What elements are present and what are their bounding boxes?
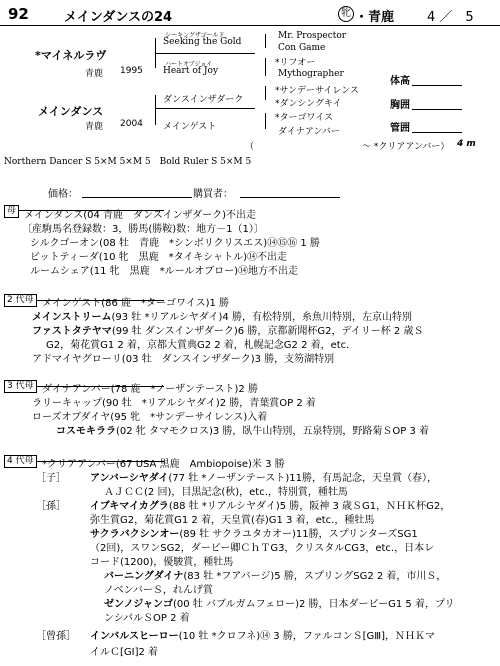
g4-line: 弥生賞G2，菊花賞G1 2 着，天皇賞(春)G1 3 着，etc.，種牡馬: [90, 515, 375, 526]
g4-winner-name: アンバーシヤダイ: [90, 473, 169, 484]
pedigree-bracket: [265, 34, 266, 48]
sire-dam-kana: ハートオブジョイ: [165, 61, 213, 68]
g2-line: アドマイヤグローリ(03 牡 ダンスインザダーク)3 勝，支笏湖特別: [32, 354, 335, 365]
g3-winner-name: コスモキララ: [56, 426, 116, 437]
g4-line: イルＣ[GⅠ]2 着: [90, 647, 159, 658]
cannon-field[interactable]: [412, 132, 462, 133]
g2-line: G2，菊花賞G1 2 着，京都大賞典G2 2 着，札幌記念G2 2 着，etc.: [46, 340, 350, 351]
dam-color: 青鹿: [85, 122, 104, 132]
g4-line: [90, 497, 450, 512]
g-dam-dam-sire: *ターゴワイス: [275, 113, 334, 123]
sire-color: 青鹿: [85, 69, 104, 79]
g4-winner-detail: (83 牡 *フアバージ)5 勝，スプリングSG2 2 着，市川Ｓ，: [183, 571, 447, 582]
dam-line: ビットティーダ(10 牝 黒鹿 *タイキシャトル)⑭不出走: [30, 252, 288, 263]
g2-winner-name: メインストリーム: [32, 312, 112, 323]
dam-line: ルームシェア(11 牝 黒鹿 *ルールオブロー)⑭地方不出走: [30, 266, 299, 277]
g-sire-sire-sire: Mr. Prospector: [278, 31, 347, 41]
g4-label-grand: ［孫］: [36, 501, 66, 512]
girth-field[interactable]: [412, 109, 462, 110]
g4-winner-name: バーニングダイナ: [104, 571, 184, 582]
g2-line: [32, 308, 412, 323]
horse-title: メインダンスの24: [64, 10, 173, 25]
sire-dam: Heart of Joy: [163, 66, 219, 76]
g-sire-dam-dam: Mythographer: [278, 69, 344, 79]
dam-line: メインダンス(04 青鹿 ダンスインザダーク)不出走: [24, 210, 257, 221]
dam-line: シルクゴーオン(08 牡 青鹿 *シンボリクリスエス)⑭⑮⑯ 1 勝: [30, 238, 320, 249]
pedigree-bracket: [265, 58, 266, 76]
pedigree-bracket: [265, 113, 266, 129]
sire-sire-kana: シーキングザゴールド: [165, 32, 225, 39]
girth-label: 胸囲: [390, 100, 410, 111]
g4-winner-detail: (89 牡 サクラユタカオー)11勝，スプリンターズSG1: [179, 529, 418, 540]
g3-winner-detail: (02 牝 タマモクロス)3 勝，臥牛山特別，五泉特別，野路菊ＳOP 3 着: [116, 426, 430, 437]
sex-mark: 牝: [338, 6, 354, 22]
dam-sire: ダンスインザダーク: [163, 95, 244, 105]
sex-color: ・青鹿: [355, 10, 395, 25]
g2-winner-name: ファストタテヤマ: [32, 326, 112, 337]
g4-line: [104, 595, 455, 610]
header-rule: [0, 25, 500, 26]
g4-winner-detail: (77 牡 *ノーザンテースト)11勝，有馬記念，天皇賞（春），: [168, 473, 438, 484]
g2-line: [32, 322, 423, 337]
g-dam-dam-dam: ダイナアンバー: [278, 127, 340, 137]
g-dam-sire-sire: *サンデーサイレンス: [275, 86, 359, 96]
g3-line: ローズオブダイヤ(95 牝 *サンデーサイレンス)入着: [32, 412, 268, 423]
foal-date: 4 ／ 5: [427, 10, 474, 25]
g4-line: コード(1200)，優駿賞，種牡馬: [90, 557, 234, 568]
g2-winner-detail: (93 牡 *リアルシヤダイ)4 勝，有松特別，糸魚川特別，左京山特別: [111, 312, 412, 323]
g4-label-child: ［子］: [36, 473, 66, 484]
height-label: 体高: [390, 76, 410, 87]
g4-winner-detail: (10 牡 *クロフネ)⑭ 3 勝，ファルコンＳ[GⅢ]，ＮＨＫマ: [178, 631, 436, 642]
g-sire-dam-sire: *リフオー: [275, 58, 316, 68]
pedigree-line: [155, 108, 255, 109]
lot-number: 92: [8, 5, 29, 23]
dam-line: 〔産駒馬名登録数：3，勝馬(勝鞍)数：地方－1（1）〕: [22, 224, 264, 235]
g2-line: メインゲスト(86 鹿 *ターゴワイス)1 勝: [42, 298, 230, 309]
g2-tag: 2 代母: [4, 294, 37, 307]
g4-line: ＡＪＣＣ(2 回)，目黒記念(秋)，etc.，特別賞，種牡馬: [104, 487, 348, 498]
g4-winner-name: インバルスヒーロー: [90, 631, 179, 642]
extra-dist: 4 m: [457, 139, 476, 149]
dam-tag: 母: [4, 205, 19, 218]
g4-tag: 4 代母: [4, 455, 37, 468]
pedigree-bracket: [155, 95, 156, 125]
g4-line: [90, 627, 435, 642]
buyer-label: 購買者：: [193, 189, 233, 200]
g4-winner-name: ゼンノジャンゴ: [104, 599, 173, 610]
g4-winner-name: サクラバクシンオー: [90, 529, 180, 540]
g4-line: [90, 469, 437, 484]
sire-sire: Seeking the Gold: [163, 37, 242, 47]
g-sire-sire-dam: Con Game: [278, 43, 326, 53]
sire-name: *マイネルラヴ: [35, 49, 107, 62]
g4-line: ノベンバーＳ，れんげ賞: [104, 585, 213, 596]
pedigree-line: [155, 53, 255, 54]
dam-name: メインダンス: [38, 105, 104, 118]
g2-winner-detail: (99 牡 ダンスインザダーク)6 勝，京都新聞杯G2，デイリー杯 2 歳Ｓ: [111, 326, 424, 337]
extra-ancestor: （ ～ *クリアアンバー）: [245, 142, 450, 152]
price-field[interactable]: [82, 197, 192, 198]
height-field[interactable]: [412, 85, 462, 86]
dam-year: 2004: [120, 119, 143, 129]
g4-line: ンシパルＳOP 2 着: [104, 613, 190, 624]
cannon-label: 管囲: [390, 123, 410, 134]
g4-label-great: ［曾孫］: [36, 631, 76, 642]
g4-line: [90, 525, 418, 540]
g3-line: [56, 422, 429, 437]
g4-winner-name: イブキマイカグラ: [90, 501, 169, 512]
g4-winner-detail: (88 牡 *リアルシヤダイ)5 勝，阪神 3 歳ＳG1，ＮＨＫ杯G2，: [168, 501, 451, 512]
g3-line: ダイナアンバー(78 鹿 *ノーザンテースト)2 勝: [42, 384, 258, 395]
g4-head: *クリアアンバー(67 USA 黒鹿 Ambiopoise)米 3 勝: [42, 459, 285, 470]
g-dam-sire-dam: *ダンシングキイ: [275, 99, 342, 109]
g4-winner-detail: (00 牡 バブルガムフェロー)2 勝，日本ダービーG1 5 着，プリ: [173, 599, 455, 610]
price-label: 価格：: [48, 189, 78, 200]
g3-tag: 3 代母: [4, 380, 37, 393]
g3-line: ラリーキャップ(90 牡 *リアルシヤダイ)2 勝，青葉賞OP 2 着: [32, 398, 316, 409]
g4-line: [104, 567, 446, 582]
dam-dam: メインゲスト: [163, 122, 217, 132]
g4-line: （2回)，スワンSG2，ダービー卿ＣｈＴG3，クリスタルCG3，etc.，日本レ: [90, 543, 435, 554]
sire-year: 1995: [120, 66, 143, 76]
pedigree-bracket: [265, 86, 266, 100]
buyer-field[interactable]: [240, 197, 340, 198]
inbreeding-cross: Northern Dancer S 5×M 5×M 5 Bold Ruler S 5×M 5: [4, 157, 252, 167]
